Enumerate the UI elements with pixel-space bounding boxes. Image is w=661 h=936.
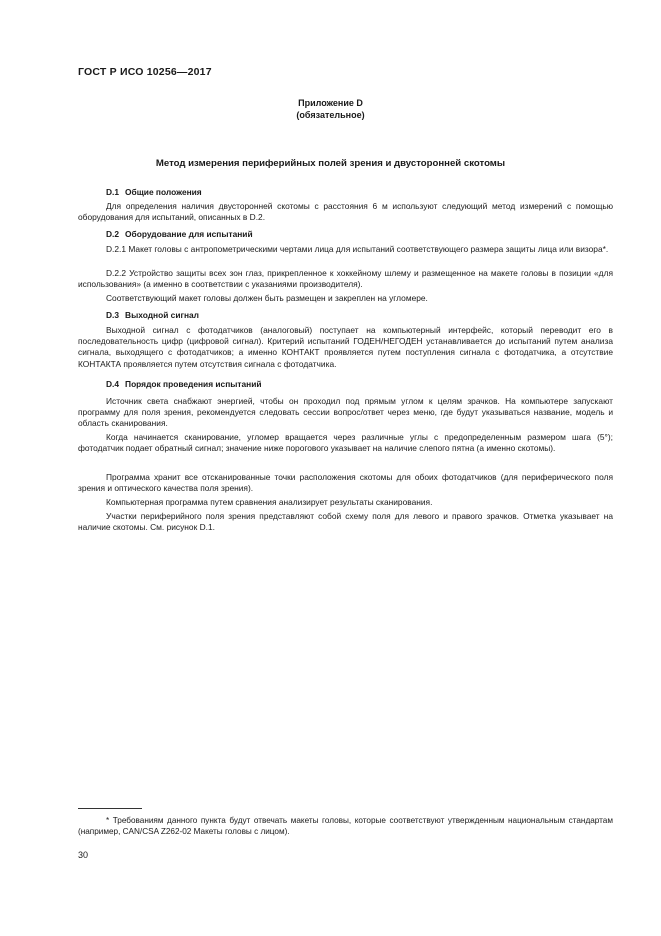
paragraph: Когда начинается сканирование, угломер вращается через различные углы с предопределенным размером шага (5°); фотодатчик подает обратный сигнал; значение ниже порогового указывает на наличие слепого пятна (а именно скотомы). [78, 432, 613, 454]
section-title: Общие положения [125, 187, 202, 197]
paragraph: Компьютерная программа путем сравнения анализирует результаты сканирования. [106, 497, 433, 507]
section-title: Выходной сигнал [125, 310, 199, 320]
paragraph: D.2.1 Макет головы с антропометрическими чертами лица для испытаний соответствующего размера защиты лица или визора*. [106, 244, 609, 254]
footnote-divider [78, 808, 142, 809]
annex-title: Приложение D [298, 98, 363, 108]
document-header: ГОСТ Р ИСО 10256—2017 [78, 66, 212, 78]
annex-status: (обязательное) [296, 110, 365, 120]
paragraph: D.2.2 Устройство защиты всех зон глаз, прикрепленное к хоккейному шлему и размещенное на макете головы в позиции «для использования» (а именно в соответствии с указаниями производителя). [78, 268, 613, 290]
section-title: Порядок проведения испытаний [125, 379, 262, 389]
paragraph: Выходной сигнал с фотодатчиков (аналоговый) поступает на компьютерный интерфейс, который переводит его в последовательность цифр (цифровой сигнал). Критерий испытаний ГОДЕН/НЕГОДЕН устанавливается до испытаний путем анализа сигнала, выходящего с фотодатчиков; а именно КОНТАКТ проявляется путем поступления сигнала с фотодатчика, а отсутствие КОНТАКТА проявляется путем отсутствия сигнала с фотодатчика. [78, 325, 613, 369]
footnote: * Требованиям данного пункта будут отвечать макеты головы, которые соответствуют утвержденным национальным стандартам (например, CAN/CSA Z262-02 Макеты головы с лицом). [78, 816, 613, 836]
paragraph: Источник света снабжают энергией, чтобы он проходил под прямым углом к целям зрачков. На компьютере запускают программу для поля зрения, рекомендуется следовать сессии вопрос/ответ через меню, где будут указываться название, модель и область сканирования. [78, 396, 613, 429]
section-number: D.4 [106, 379, 120, 389]
section-number: D.2 [106, 229, 120, 239]
page-number: 30 [78, 850, 89, 860]
section-heading-d4 [106, 379, 262, 390]
paragraph: Для определения наличия двусторонней скотомы с расстояния 6 м используют следующий метод измерений с помощью оборудования для испытаний, описанных в D.2. [78, 201, 613, 223]
paragraph: Участки периферийного поля зрения представляют собой схему поля для левого и правого зрачков. Отметка указывает на наличие скотомы. См. рисунок D.1. [78, 511, 613, 533]
paragraph: Соответствующий макет головы должен быть размещен и закреплен на угломере. [106, 293, 428, 303]
section-heading-d3 [106, 310, 199, 321]
section-number: D.1 [106, 187, 120, 197]
paragraph: Программа хранит все отсканированные точки расположения скотомы для обоих фотодатчиков (для периферического поля зрения и оптического качества поля зрения). [78, 472, 613, 494]
section-title: Оборудование для испытаний [125, 229, 253, 239]
section-heading-d1 [106, 187, 202, 198]
page-title: Метод измерения периферийных полей зрения и двусторонней скотомы [155, 158, 506, 169]
section-number: D.3 [106, 310, 120, 320]
section-heading-d2 [106, 229, 253, 240]
